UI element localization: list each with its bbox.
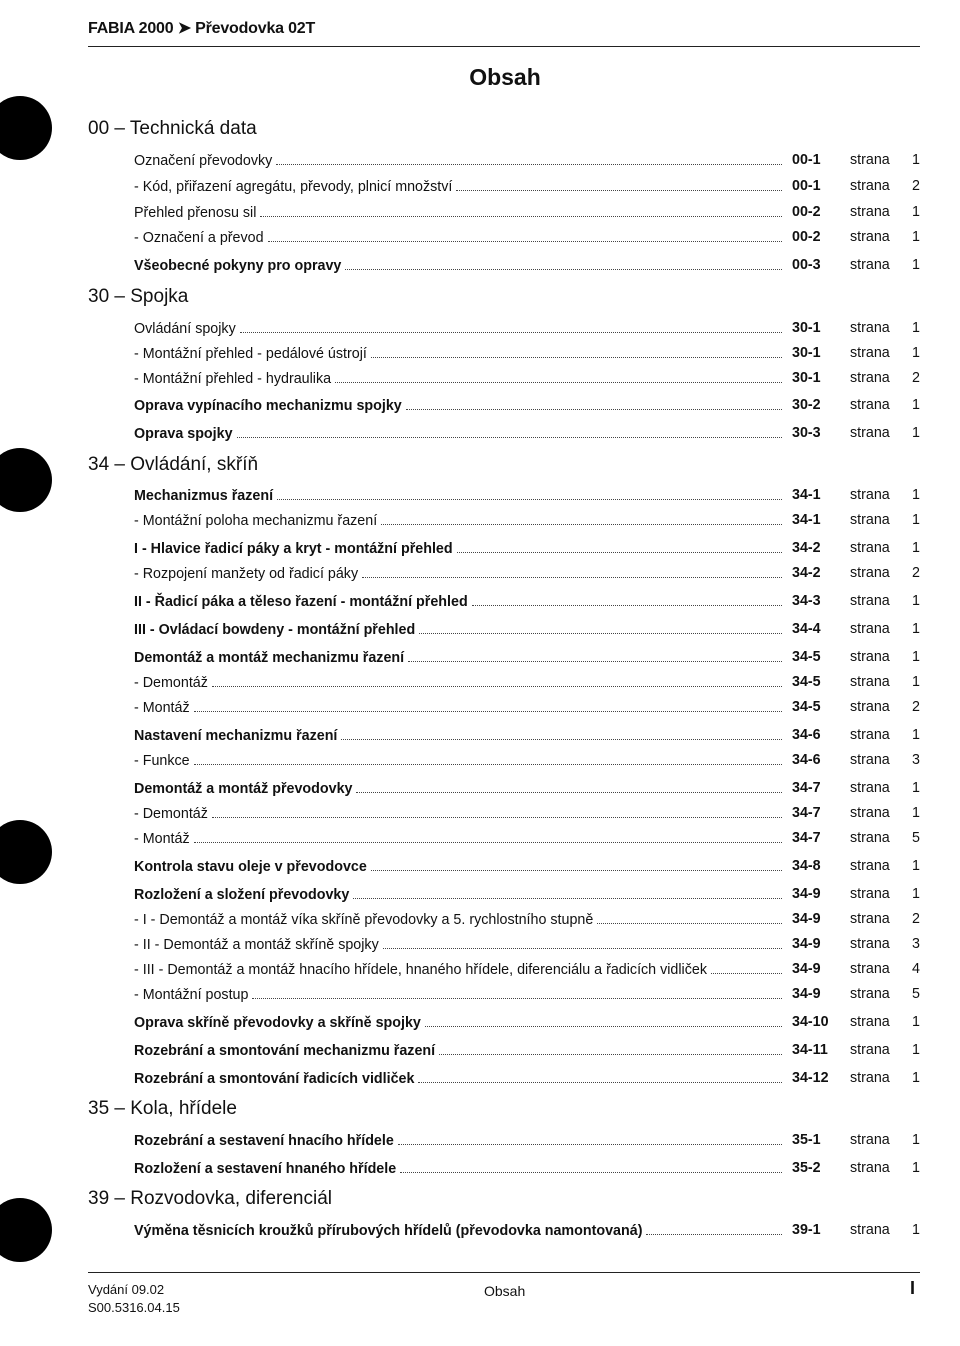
- toc-entry-page-number: 1: [912, 345, 920, 361]
- toc-entry-page-number: 1: [912, 487, 920, 503]
- toc-entry-title: Oprava spojky: [134, 426, 233, 442]
- dot-leader: [240, 320, 782, 333]
- toc-entry-page-label: strana: [850, 830, 890, 846]
- toc-entry-code: 34-12: [792, 1070, 829, 1086]
- toc-entry-page-label: strana: [850, 911, 890, 927]
- toc-entry-code: 39-1: [792, 1222, 821, 1238]
- dot-leader: [276, 152, 782, 165]
- dot-leader: [277, 487, 782, 500]
- toc-entry-line: [134, 425, 782, 442]
- toc-entry-line: [134, 727, 782, 744]
- toc-entry-line: [134, 345, 782, 362]
- toc-entry-page-number: 1: [912, 780, 920, 796]
- toc-entry-line: [134, 540, 782, 557]
- toc-entry-page-label: strana: [850, 512, 890, 528]
- toc-entry-page-label: strana: [850, 780, 890, 796]
- toc-entry-page-number: 1: [912, 425, 920, 441]
- toc-entry-page-number: 1: [912, 152, 920, 168]
- toc-entry-code: 34-6: [792, 752, 821, 768]
- toc-entry-title: Označení převodovky: [134, 153, 273, 169]
- toc-entry-line: [134, 911, 782, 928]
- toc-entry-page-label: strana: [850, 727, 890, 743]
- toc-entry-page-label: strana: [850, 1222, 890, 1238]
- dot-leader: [194, 830, 782, 843]
- toc-entry-page-label: strana: [850, 936, 890, 952]
- toc-entry-title: Všeobecné pokyny pro opravy: [134, 258, 342, 274]
- toc-entry-line: [134, 649, 782, 666]
- section-title: 35 – Kola, hřídele: [88, 1098, 237, 1119]
- toc-entry-code: 34-7: [792, 780, 821, 796]
- toc-entry-page-number: 1: [912, 1042, 920, 1058]
- toc-entry-page-number: 2: [912, 911, 920, 927]
- toc-entry-page-number: 1: [912, 858, 920, 874]
- toc-entry-page-label: strana: [850, 152, 890, 168]
- toc-entry-title: - Montáž: [134, 831, 190, 847]
- footer-section-name: Obsah: [484, 1283, 526, 1299]
- toc-entry-title: - Montážní postup: [134, 987, 249, 1003]
- toc-entry-page-label: strana: [850, 674, 890, 690]
- toc-entry: [134, 961, 920, 981]
- toc-entry-code: 35-2: [792, 1160, 821, 1176]
- toc-entry-line: [134, 886, 782, 903]
- toc-entry: [134, 936, 920, 956]
- toc-entry-code: 34-9: [792, 886, 821, 902]
- toc-entry-page-number: 2: [912, 699, 920, 715]
- toc-entry-title: Mechanizmus řazení: [134, 488, 274, 504]
- toc-entry-code: 34-5: [792, 649, 821, 665]
- toc-entry-title: II - Řadicí páka a těleso řazení - montážní přehled: [134, 594, 468, 610]
- dot-leader: [252, 986, 782, 999]
- toc-entry-title: III - Ovládací bowdeny - montážní přehled: [134, 622, 416, 638]
- toc-entry-title: Demontáž a montáž převodovky: [134, 781, 353, 797]
- toc-entry-code: 34-10: [792, 1014, 829, 1030]
- toc-entry: [134, 1160, 920, 1180]
- toc-entry-title: Oprava skříně převodovky a skříně spojky: [134, 1015, 421, 1031]
- toc-entry-page-label: strana: [850, 425, 890, 441]
- toc-entry-page-number: 5: [912, 830, 920, 846]
- toc-entry-line: [134, 397, 782, 414]
- toc-entry-code: 30-1: [792, 370, 821, 386]
- toc-entry-line: [134, 1132, 782, 1149]
- dot-leader: [597, 911, 782, 924]
- toc-entry-line: [134, 752, 782, 769]
- footer-doc-number: S00.5316.04.15: [88, 1300, 180, 1315]
- toc-entry-code: 34-7: [792, 805, 821, 821]
- toc-entry-line: [134, 152, 782, 169]
- toc-entry-code: 34-9: [792, 961, 821, 977]
- dot-leader: [362, 565, 782, 578]
- toc-entry: [134, 911, 920, 931]
- toc-entry-page-label: strana: [850, 565, 890, 581]
- toc-entry-code: 00-1: [792, 152, 821, 168]
- toc-entry-line: [134, 593, 782, 610]
- dot-leader: [472, 593, 782, 606]
- dot-leader: [419, 621, 782, 634]
- toc-entry-code: 34-4: [792, 621, 821, 637]
- toc-entry-page-label: strana: [850, 204, 890, 220]
- toc-entry-page-label: strana: [850, 1160, 890, 1176]
- toc-entry-title: Oprava vypínacího mechanizmu spojky: [134, 398, 402, 414]
- toc-entry: [134, 345, 920, 365]
- toc-entry: [134, 699, 920, 719]
- toc-entry-page-number: 1: [912, 1222, 920, 1238]
- toc-entry-page-number: 4: [912, 961, 920, 977]
- toc-entry: [134, 178, 920, 198]
- dot-leader: [398, 1132, 782, 1145]
- toc-entry: [134, 487, 920, 507]
- toc-entry: [134, 886, 920, 906]
- toc-entry: [134, 1014, 920, 1034]
- toc-entry-code: 34-11: [792, 1042, 828, 1058]
- toc-entry-page-label: strana: [850, 858, 890, 874]
- dot-leader: [457, 540, 782, 553]
- toc-entry-page-label: strana: [850, 1132, 890, 1148]
- dot-leader: [237, 425, 782, 438]
- toc-entry-line: [134, 858, 782, 875]
- dot-leader: [408, 649, 782, 662]
- toc-entry-page-label: strana: [850, 621, 890, 637]
- toc-entry-page-number: 1: [912, 621, 920, 637]
- toc-entry-line: [134, 204, 782, 221]
- toc-entry-line: [134, 936, 782, 953]
- toc-entry-page-number: 1: [912, 1132, 920, 1148]
- toc-entry-line: [134, 370, 782, 387]
- dot-leader: [418, 1070, 782, 1083]
- dot-leader: [356, 780, 782, 793]
- toc-entry-code: 34-6: [792, 727, 821, 743]
- toc-entry-page-number: 1: [912, 540, 920, 556]
- toc-entry-code: 30-3: [792, 425, 821, 441]
- section-title: 00 – Technická data: [88, 118, 257, 139]
- toc-entry-code: 00-2: [792, 229, 821, 245]
- toc-entry: [134, 565, 920, 585]
- dot-leader: [341, 727, 782, 740]
- dot-leader: [711, 961, 782, 974]
- toc-entry-page-number: 1: [912, 1014, 920, 1030]
- toc-entry-line: [134, 1222, 782, 1239]
- footer-page-marker: I: [910, 1278, 916, 1298]
- toc-entry-title: - I - Demontáž a montáž víka skříně převodovky a 5. rychlostního stupně: [134, 912, 594, 928]
- dot-leader: [345, 257, 782, 270]
- toc-entry-page-number: 3: [912, 752, 920, 768]
- toc-entry-title: Rozebrání a smontování řadicích vidliček: [134, 1071, 415, 1087]
- toc-entry-line: [134, 178, 782, 195]
- toc-entry-title: - Demontáž: [134, 806, 208, 822]
- toc-entry-page-number: 1: [912, 593, 920, 609]
- toc-entry-title: - Montážní přehled - hydraulika: [134, 371, 332, 387]
- toc-entry: [134, 1132, 920, 1152]
- toc-entry-title: - Kód, přiřazení agregátu, převody, plnicí množství: [134, 179, 453, 195]
- toc-entry-line: [134, 512, 782, 529]
- dot-leader: [194, 752, 782, 765]
- toc-entry-title: Rozebrání a smontování mechanizmu řazení: [134, 1043, 436, 1059]
- toc-entry-page-label: strana: [850, 752, 890, 768]
- toc-entry: [134, 257, 920, 277]
- toc-entry-page-label: strana: [850, 805, 890, 821]
- dot-leader: [194, 699, 782, 712]
- toc-entry: [134, 752, 920, 772]
- dot-leader: [260, 204, 782, 217]
- toc-entry-line: [134, 699, 782, 716]
- document-header-title: FABIA 2000 ➤ Převodovka 02T: [88, 20, 316, 37]
- toc-entry-page-number: 1: [912, 397, 920, 413]
- toc-entry: [134, 397, 920, 417]
- toc-entry-page-label: strana: [850, 540, 890, 556]
- toc-entry-code: 30-1: [792, 345, 821, 361]
- toc-entry-page-number: 1: [912, 674, 920, 690]
- toc-entry-page-label: strana: [850, 229, 890, 245]
- toc-entry-page-label: strana: [850, 1042, 890, 1058]
- toc-entry-title: Rozložení a složení převodovky: [134, 887, 350, 903]
- section-title: 34 – Ovládání, skříň: [88, 454, 259, 475]
- toc-entry: [134, 830, 920, 850]
- footer-edition: Vydání 09.02: [88, 1282, 165, 1297]
- toc-entry-code: 34-1: [792, 512, 821, 528]
- toc-entry: [134, 727, 920, 747]
- dot-leader: [456, 178, 782, 191]
- toc-entry: [134, 229, 920, 249]
- toc-entry-code: 34-8: [792, 858, 821, 874]
- dot-leader: [212, 805, 782, 818]
- toc-entry-code: 34-9: [792, 911, 821, 927]
- dot-leader: [383, 936, 782, 949]
- toc-entry: [134, 425, 920, 445]
- toc-entry-title: Demontáž a montáž mechanizmu řazení: [134, 650, 405, 666]
- toc-entry-code: 34-9: [792, 936, 821, 952]
- dot-leader: [268, 229, 782, 242]
- toc-entry-page-label: strana: [850, 320, 890, 336]
- toc-entry-page-number: 1: [912, 512, 920, 528]
- dot-leader: [371, 858, 782, 871]
- toc-entry: [134, 152, 920, 172]
- dot-leader: [371, 345, 782, 358]
- toc-entry-line: [134, 320, 782, 337]
- toc-entry-title: Přehled přenosu sil: [134, 205, 257, 221]
- toc-entry-title: - Rozpojení manžety od řadicí páky: [134, 566, 359, 582]
- toc-entry-page-number: 1: [912, 886, 920, 902]
- toc-entry-code: 30-2: [792, 397, 821, 413]
- toc-entry-title: Ovládání spojky: [134, 321, 236, 337]
- toc-entry-title: - Označení a převod: [134, 230, 264, 246]
- toc-entry-line: [134, 986, 782, 1003]
- toc-entry-line: [134, 1070, 782, 1087]
- toc-entry-line: [134, 961, 782, 978]
- toc-entry-code: 34-7: [792, 830, 821, 846]
- dot-leader: [439, 1042, 782, 1055]
- toc-entry-page-label: strana: [850, 986, 890, 1002]
- toc-entry-line: [134, 830, 782, 847]
- toc-entry-code: 30-1: [792, 320, 821, 336]
- toc-entry: [134, 320, 920, 340]
- toc-entry-page-label: strana: [850, 649, 890, 665]
- toc-entry: [134, 370, 920, 390]
- toc-entry-code: 35-1: [792, 1132, 821, 1148]
- toc-entry: [134, 1222, 920, 1242]
- toc-entry-line: [134, 621, 782, 638]
- toc-entry: [134, 780, 920, 800]
- toc-entry-code: 00-1: [792, 178, 821, 194]
- toc-entry-page-number: 1: [912, 1160, 920, 1176]
- toc-entry-code: 34-1: [792, 487, 821, 503]
- toc-entry: [134, 540, 920, 560]
- toc-entry-title: - III - Demontáž a montáž hnacího hřídele, hnaného hřídele, diferenciálu a řadicích vidliček: [134, 962, 707, 978]
- toc-entry-page-label: strana: [850, 257, 890, 273]
- toc-entry-page-number: 2: [912, 178, 920, 194]
- toc-entry-page-number: 1: [912, 727, 920, 743]
- toc-entry-code: 34-2: [792, 540, 821, 556]
- toc-entry-line: [134, 229, 782, 246]
- toc-entry-title: Rozebrání a sestavení hnacího hřídele: [134, 1133, 394, 1149]
- toc-entry-page-number: 2: [912, 565, 920, 581]
- toc-entry-title: - Funkce: [134, 753, 190, 769]
- toc-entry-page-label: strana: [850, 370, 890, 386]
- toc-entry-code: 34-2: [792, 565, 821, 581]
- toc-entry-title: - Montáž: [134, 700, 190, 716]
- toc-entry-line: [134, 1160, 782, 1177]
- toc-entry: [134, 649, 920, 669]
- toc-entry-page-label: strana: [850, 1014, 890, 1030]
- toc-entry: [134, 805, 920, 825]
- section-title: 39 – Rozvodovka, diferenciál: [88, 1188, 332, 1209]
- toc-entry-line: [134, 674, 782, 691]
- toc-entry-code: 34-3: [792, 593, 821, 609]
- toc-entry-line: [134, 487, 782, 504]
- dot-leader: [425, 1014, 782, 1027]
- toc-entry: [134, 858, 920, 878]
- toc-entry-page-label: strana: [850, 1070, 890, 1086]
- toc-entry-page-label: strana: [850, 886, 890, 902]
- toc-entry-title: - II - Demontáž a montáž skříně spojky: [134, 937, 379, 953]
- toc-entry-line: [134, 257, 782, 274]
- toc-entry: [134, 674, 920, 694]
- toc-entry-page-number: 3: [912, 936, 920, 952]
- toc-entry: [134, 204, 920, 224]
- toc-entry-code: 34-5: [792, 699, 821, 715]
- toc-entry-line: [134, 805, 782, 822]
- toc-entry: [134, 593, 920, 613]
- toc-entry-page-number: 1: [912, 320, 920, 336]
- toc-entry-title: - Montážní poloha mechanizmu řazení: [134, 513, 378, 529]
- toc-entry-code: 34-5: [792, 674, 821, 690]
- dot-leader: [335, 370, 782, 383]
- dot-leader: [400, 1160, 782, 1173]
- toc-entry-line: [134, 1014, 782, 1031]
- toc-entry-page-label: strana: [850, 397, 890, 413]
- toc-entry-page-label: strana: [850, 487, 890, 503]
- page-title: Obsah: [469, 64, 541, 90]
- toc-entry-title: I - Hlavice řadicí páky a kryt - montážní přehled: [134, 541, 453, 557]
- toc-entry: [134, 621, 920, 641]
- toc-entry: [134, 1070, 920, 1090]
- toc-entry-page-label: strana: [850, 345, 890, 361]
- toc-entry-line: [134, 565, 782, 582]
- footer-divider: [88, 1272, 920, 1273]
- toc-entry-page-label: strana: [850, 593, 890, 609]
- toc-entry-title: Nastavení mechanizmu řazení: [134, 728, 338, 744]
- dot-leader: [646, 1222, 782, 1235]
- toc-entry-title: Kontrola stavu oleje v převodovce: [134, 859, 367, 875]
- toc-entry-page-number: 1: [912, 257, 920, 273]
- toc-entry: [134, 512, 920, 532]
- toc-entry-title: - Demontáž: [134, 675, 208, 691]
- toc-entry: [134, 1042, 920, 1062]
- toc-entry-line: [134, 780, 782, 797]
- toc-entry-page-number: 1: [912, 805, 920, 821]
- dot-leader: [406, 397, 782, 410]
- toc-entry-page-label: strana: [850, 178, 890, 194]
- toc-entry-page-label: strana: [850, 699, 890, 715]
- toc-entry-page-number: 2: [912, 370, 920, 386]
- toc-entry-page-number: 1: [912, 649, 920, 665]
- dot-leader: [381, 512, 782, 525]
- toc-entry-title: Výměna těsnicích kroužků přírubových hřídelů (převodovka namontovaná): [134, 1223, 643, 1239]
- dot-leader: [353, 886, 782, 899]
- toc-entry-title: - Montážní přehled - pedálové ústrojí: [134, 346, 367, 362]
- toc-entry-page-number: 1: [912, 229, 920, 245]
- toc-entry-code: 00-3: [792, 257, 821, 273]
- toc-entry-title: Rozložení a sestavení hnaného hřídele: [134, 1161, 397, 1177]
- toc-entry-line: [134, 1042, 782, 1059]
- toc-entry-page-number: 1: [912, 204, 920, 220]
- footer-edition-block: [88, 1281, 180, 1317]
- toc-entry-page-label: strana: [850, 961, 890, 977]
- toc-entry: [134, 986, 920, 1006]
- toc-entry-code: 00-2: [792, 204, 821, 220]
- dot-leader: [212, 674, 782, 687]
- section-title: 30 – Spojka: [88, 286, 189, 307]
- toc-entry-page-number: 5: [912, 986, 920, 1002]
- toc-entry-code: 34-9: [792, 986, 821, 1002]
- toc-entry-page-number: 1: [912, 1070, 920, 1086]
